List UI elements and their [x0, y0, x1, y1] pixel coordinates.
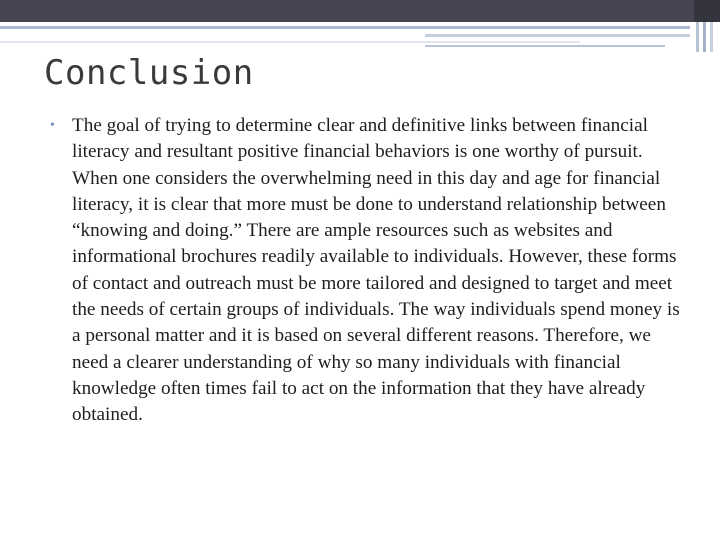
decorative-stripe	[0, 41, 580, 43]
decorative-vertical-stripe	[710, 22, 713, 52]
bullet-item	[46, 113, 686, 429]
decorative-stripe	[425, 45, 665, 47]
bullet-text: The goal of trying to determine clear and definitive links between financial literacy and resultant positive financial behaviors is one worthy of pursuit. When one considers the overwhelming need in this day and age for financial literacy, it is clear that more must be done to understand relationship between “knowing and doing.” There are ample resources such as websites and informational brochures readily available to individuals. However, these forms of contact and outreach must be more tailored and designed to target and meet the needs of certain groups of individuals. The way individuals spend money is a personal matter and it is based on several different reasons. Therefore, we need a clearer understanding of why so many individuals with financial knowledge often times fail to act on the information that they have already obtained.	[72, 115, 680, 426]
bullet-list	[46, 113, 686, 429]
decorative-vertical-stripe	[703, 22, 706, 52]
slide-title: Conclusion	[44, 53, 254, 93]
decorative-stripe	[425, 34, 690, 37]
top-band-corner	[694, 0, 720, 22]
decorative-vertical-stripe	[696, 22, 699, 52]
decorative-stripe	[0, 26, 690, 29]
bullet-icon: •	[50, 118, 55, 133]
top-decorative-band	[0, 0, 720, 22]
